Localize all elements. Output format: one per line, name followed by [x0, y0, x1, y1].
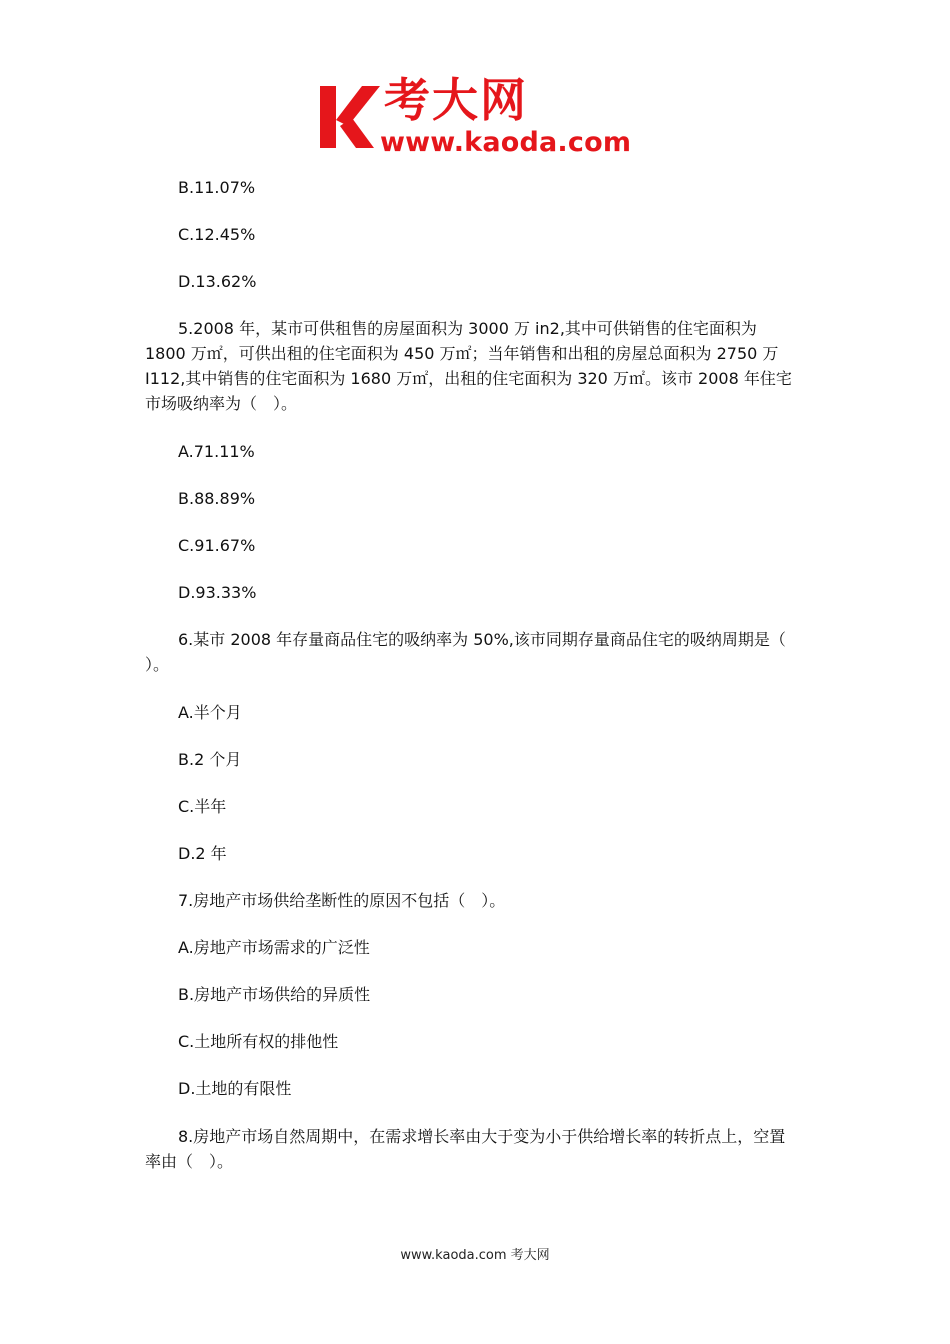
q6-option-a: A.半个月 [178, 703, 242, 722]
q5-option-b: B.88.89% [178, 489, 256, 508]
q8-text-line2: 率由（ ）。 [145, 1152, 234, 1171]
q5-text-line4: 市场吸纳率为（ ）。 [145, 394, 298, 413]
q8-text-line1: 8.房地产市场自然周期中，在需求增长率由大于变为小于供给增长率的转折点上，空置 [178, 1127, 786, 1146]
q5-text-line1: 5.2008 年，某市可供租售的房屋面积为 3000 万 in2,其中可供销售的住宅面积为 [178, 319, 757, 338]
k-logo-icon [318, 82, 380, 152]
logo-url-text: www.kaoda.com [380, 127, 632, 158]
q5-option-d: D.93.33% [178, 583, 257, 602]
q7-text-line1: 7.房地产市场供给垄断性的原因不包括（ ）。 [178, 891, 506, 910]
q5-text-line3: I112,其中销售的住宅面积为 1680 万㎡，出租的住宅面积为 320 万㎡。该市 2008 年住宅 [145, 369, 792, 388]
q5-text-line2: 1800 万㎡，可供出租的住宅面积为 450 万㎡；当年销售和出租的房屋总面积为 2750 万 [145, 344, 779, 363]
q7-option-b: B.房地产市场供给的异质性 [178, 985, 371, 1004]
q7-option-d: D.土地的有限性 [178, 1079, 292, 1098]
q5-option-c: C.91.67% [178, 536, 256, 555]
q4-option-b: B.11.07% [178, 178, 256, 197]
q5-option-a: A.71.11% [178, 442, 255, 461]
q6-option-b: B.2 个月 [178, 750, 242, 769]
page-footer: www.kaoda.com 考大网 [400, 1248, 550, 1263]
q6-text-line2: ）。 [145, 655, 170, 674]
q7-option-c: C.土地所有权的排他性 [178, 1032, 339, 1051]
q6-option-c: C.半年 [178, 797, 227, 816]
q7-option-a: A.房地产市场需求的广泛性 [178, 938, 370, 957]
q4-option-c: C.12.45% [178, 225, 256, 244]
q6-option-d: D.2 年 [178, 844, 227, 863]
q4-option-d: D.13.62% [178, 272, 257, 291]
kaoda-logo [318, 73, 638, 160]
q6-text-line1: 6.某市 2008 年存量商品住宅的吸纳率为 50%,该市同期存量商品住宅的吸纳周期是（ [178, 630, 786, 649]
logo-chinese-text: 考大网 [384, 73, 528, 127]
